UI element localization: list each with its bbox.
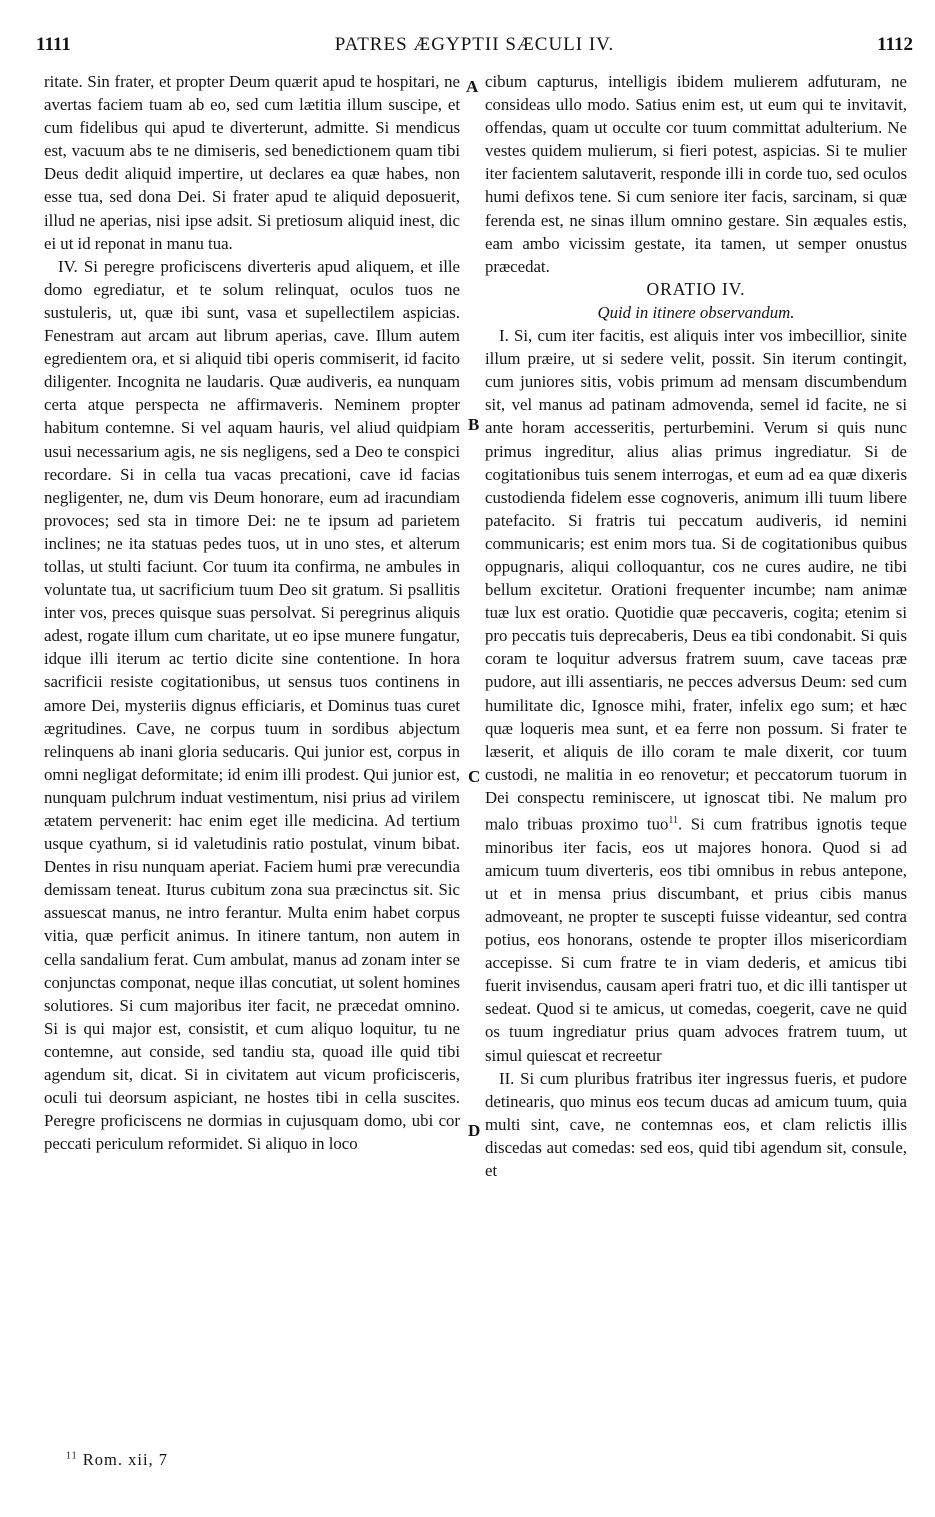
right-paragraph-2 — [485, 324, 907, 1067]
margin-marker-d: D — [468, 1121, 481, 1140]
margin-marker-a: A — [466, 77, 479, 96]
right-paragraph-3: II. Si cum pluribus fratribus iter ingressus fueris, et pudore detinearis, quo minus eos tecum ducas ad amicum tuum, quia multi sint, cave, ne contemnas eos, et clam relictis illis discedas aut comedas: sed eos, quid tibi agendum sit, consule, et — [485, 1068, 907, 1180]
right-paragraph-2-part-2: . Si cum fratribus ignotis teque minoribus iter facis, eos ut majores honora. Quod si ad amicum tuum diverteris, eos tibi omnibus in rebus antepone, ut et in mensa prius discumbant, et prius cibis manus admoveant, ne propter te suscepti fuisse videantur, sed contra potius, eos honorans, ostende te propter illos misericordiam accepisse. Si cum fratre te in viam dederis, et amicus tibi fuerit invisendus, causam aperi fratri tuo, et dic illi tantisper ut sedeat. Quod si te amicus, ut comedas, coegerit, cave ne quid os tuum ingrediatur prius quam advoces fratrem tuum, ut simul quiescat et recreetur — [485, 814, 907, 1065]
footnote-mark: 11 — [66, 1450, 78, 1462]
page-header — [36, 34, 913, 64]
oratio-title: ORATIO IV. — [646, 278, 746, 299]
footnote-text: Rom. xii, 7 — [82, 1450, 169, 1469]
margin-marker-b: B — [468, 415, 480, 434]
page-number-left: 1111 — [36, 34, 71, 55]
oratio-subtitle: Quid in itinere observandum. — [597, 302, 795, 322]
right-paragraph-1: cibum capturus, intelligis ibidem mulierem adfuturam, ne consideas ullo modo. Satius enim est, ut eum qui te invitavit, offendas, quam ut occulte cor tuum committat adulterium. Ne vestes quidem mulierum, si fieri potest, aspicias. Si te mulier iter facientem salutaverit, responde illi in corde tuo, sed oculos humi defixos tene. Si cum seniore iter facis, sarcinam, si quæ ferenda est, ne sinas illum omnino gestare. Sin æquales estis, eam ambo vicissim gestate, ita tamen, ut semper onustus præcedat. — [485, 72, 907, 276]
running-title: PATRES ÆGYPTII SÆCULI IV. — [334, 34, 615, 55]
page-number-right: 1112 — [877, 34, 913, 55]
right-column — [485, 70, 907, 1182]
left-paragraph-1: ritate. Sin frater, et propter Deum quærit apud te hospitari, ne avertas faciem tuam ab eo, sed cum lætitia illum suscipe, et cum fidelibus qui apud te diverterunt, admitte. Si mendicus est, vacuum abs te ne dimiseris, sed benedictionem quam tibi Deus dedit aliquid impertire, ut declares ea quæ habes, non esse tua, sed dona Dei. Si frater apud te aliquid deposuerit, illud ne aperias, nisi ipse adsit. Si pretiosum aliquid inest, dic ei ut id reponat in manu tua. — [44, 72, 460, 253]
left-paragraph-2: IV. Si peregre proficiscens diverteris apud aliquem, et ille domo egrediatur, et te solum relinquat, oculos tuos ne sustuleris, ut, quæ ibi sunt, vasa et supellectilem aspicias. Fenestram aut arcam aut librum aperias, cave. Illum autem egredientem ora, et si aliquid tibi operis commiserit, id facito diligenter. Incognita ne laudaris. Quæ audiveris, ea nunquam certa atque perspecta ne affirmaveris. Neminem propter habitum contemne. Si vel aquam hauris, vel aliud quidpiam usui necessarium agis, ne sis negligens, sed a Deo te conspici recordare. Si in cella tua vacas precationi, cave id facias negligenter, ne, dum vis Deum honorare, eum ad iracundiam provoces; sed sta in timore Dei: ne te ipsum ad parietem inclines; ne ita statuas pedes tuos, ut in uno stes, et alterum tollas, ut stulti faciunt. Cor tuum ita confirma, ne ambules in voluntate tua, ut sacrificium tuum Deo sit gratum. Si psallitis inter vos, preces quisque suas persolvat. Si peregrinus aliquis adest, rogate illum cum charitate, ut eo ipse munere fungatur, idque illi iterum ac tertio dicite sine contentione. In hora sacrificii resiste cogitationibus, ut sensus tuos continens in amore Dei, mysteriis dignus efficiaris, et Dominus tuas curet ægritudines. Cave, ne corpus tuum in sordibus abjectum relinquens ab inani gloria seducaris. Qui junior est, corpus in omni negligat deformitate; id enim illi prodest. Qui junior est, nunquam pulchrum induat vestimentum, nisi prius ad virilem ætatem pervenerit: hac enim eget ille medicina. Ad tertium usque cyathum, si id valetudinis ratio postulat, vinum bibat. Dentes in risu nunquam aperiat. Faciem humi præ verecundia demissam teneat. Iturus cubitum zona sua præcinctus sit. Sic assuescat manus, ne intro ferantur. Multa enim habet corpus vitia, quæ perficit animus. In itinere tantum, non autem in cella sandalium ferat. Cum ambulat, manus ad zonam inter se conjunctas componat, neque illas concutiat, ut solent homines solutiores. Si cum majoribus iter facit, ne præcedat omnino. Si is qui major est, consistit, et cum aliquo loquitur, tu ne contemne, aut conside, sed tandiu sta, quoad ille quid tibi agendum sit, dicat. Si in civitatem aut vicum proficisceris, oculi tui deorsum aspiciant, ne hostes tibi in cella suscites. Peregre proficiscens ne dormias in cujusquam domo, ubi cor peccati periculum reformidet. Si aliquo in loco — [44, 256, 460, 1154]
right-paragraph-2-part-1: I. Si, cum iter facitis, est aliquis inter vos imbecillior, sinite illum præire, ut si sedere velit, possit. Sin iterum contingit, cum juniores sitis, vobis primum ad mensam discumbendum sit, vel manus ad patinam admovenda, semel id facite, ne si ante horam accesseritis, perturbemini. Verum si quis nunc primus ingreditur, alius alias primus ingrediatur. Si de cogitationibus tuis senem interrogas, et eum ad ea quæ dixeris custodienda fidelem esse cognoveris, animum illi tuum libere patefacito. Si fratris tui peccatum audiveris, id nemini communicaris; est enim mors tua. Si de cogitationibus quibus oppugnaris, aliqui colloquantur, cos ne cures audire, ne tibi bellum excitetur. Orationi frequenter incumbe; nam animæ tuæ lux est oratio. Quotidie quæ peccaveris, cogita; etenim si pro peccatis tuis deprecaberis, Deus ea tibi condonabit. Si quis coram te loquitur adversus fratrem suum, cave taceas præ pudore, aut illi assentiaris, ne pecces adversus Deum: sed cum humilitate dic, Ignosce mihi, frater, infelix ego sum; et hæc quæ loqueris mea sunt, et ea ferre non possum. Si frater te læserit, et aliquis de illo coram te male dixerit, cor tuum custodi, ne malitia in eo renovetur; et peccatorum tuorum in Dei conspectu reminiscere, ut ignoscat tibi. Ne malum pro malo tribuas proximo tuo — [485, 326, 907, 834]
footnote — [66, 1450, 168, 1470]
left-column — [44, 70, 460, 1155]
margin-marker-c: C — [468, 767, 481, 786]
footnote-reference: 11 — [668, 815, 678, 826]
